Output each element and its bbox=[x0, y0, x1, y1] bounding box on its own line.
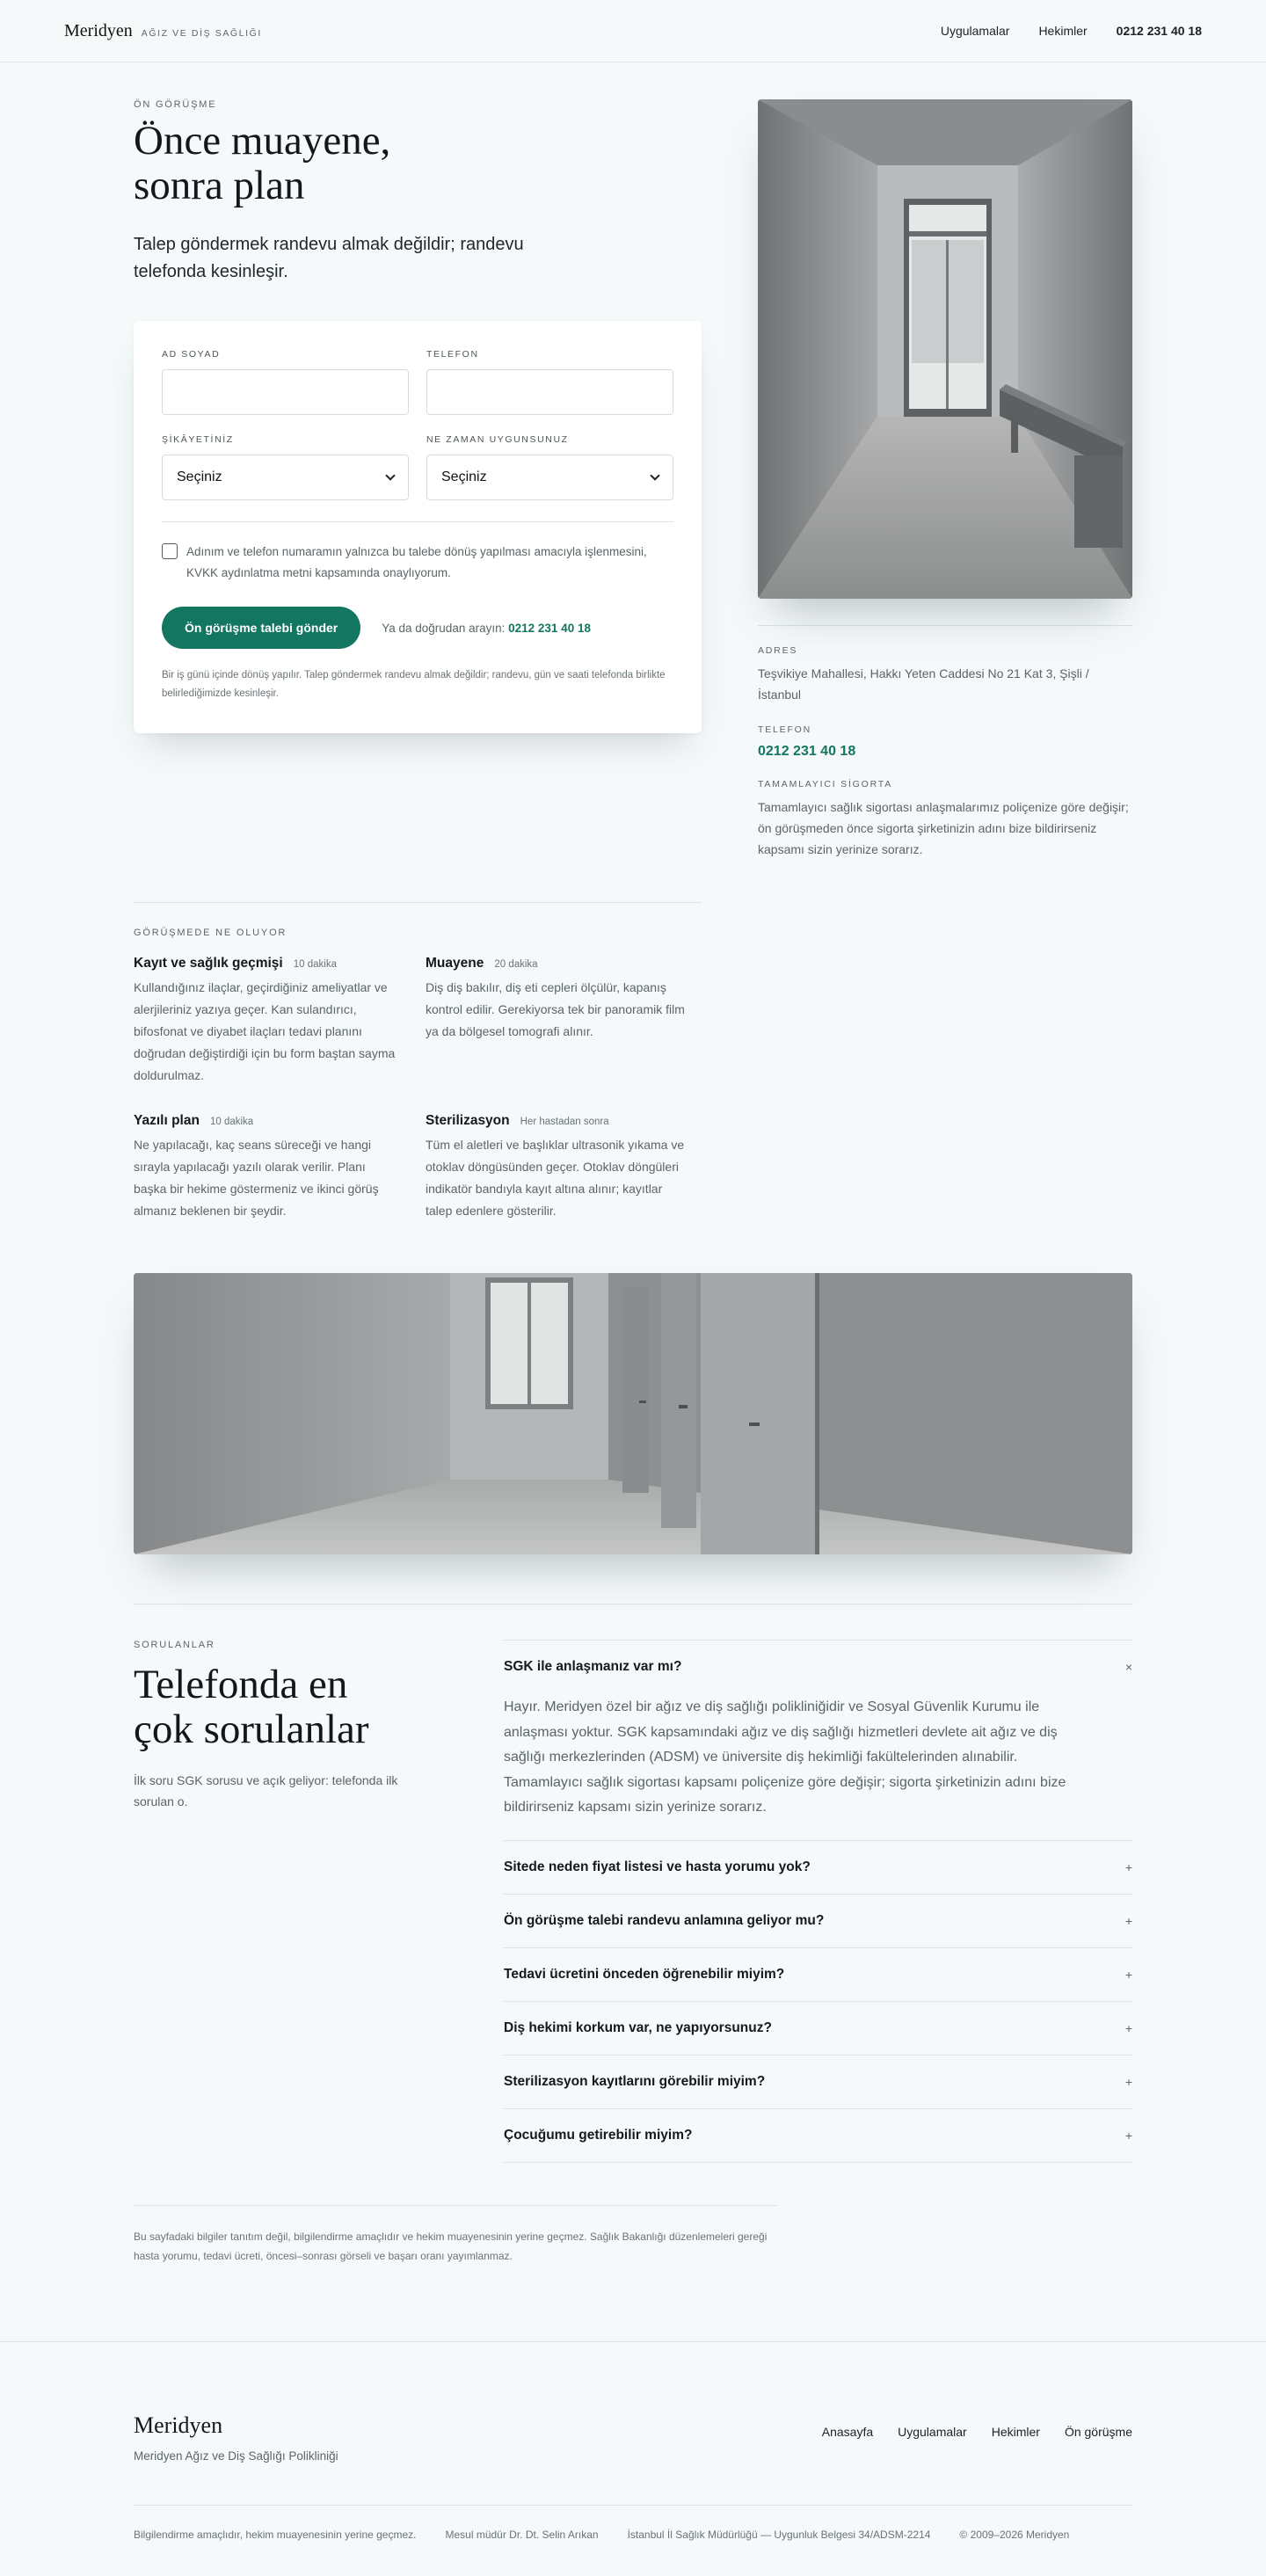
name-field-group bbox=[162, 349, 409, 415]
contact-phone-link[interactable]: 0212 231 40 18 bbox=[758, 744, 856, 759]
site-header bbox=[0, 0, 1266, 62]
call-alternative-text: Ya da doğrudan arayın: bbox=[382, 621, 506, 635]
faq-item bbox=[504, 2109, 1132, 2163]
step-text: Kullandığınız ilaçlar, geçirdiğiniz ameliyatlar ve alerjileriniz yazıya geçer. Kan sulandırıcı, bifosfonat ve diyabet ilaçları tedavi planını doğrudan değiştirdiği için bu form baştan sayma doldurulmaz. bbox=[134, 980, 396, 1082]
faq-question-toggle[interactable] bbox=[504, 2056, 1132, 2108]
address-block bbox=[758, 645, 1132, 705]
step-title: Sterilizasyon bbox=[426, 1113, 510, 1128]
form-divider bbox=[162, 521, 673, 522]
step-head bbox=[134, 956, 397, 971]
footer-brand[interactable]: Meridyen bbox=[134, 2412, 223, 2438]
contact-phone-label: TELEFON bbox=[758, 724, 812, 735]
steps-section bbox=[134, 902, 702, 1222]
step-duration: 10 dakika bbox=[209, 1117, 254, 1127]
consultation-form bbox=[134, 321, 702, 733]
plus-icon: + bbox=[1124, 2128, 1132, 2143]
kvkk-consent-checkbox[interactable] bbox=[162, 543, 178, 559]
phone-block bbox=[758, 724, 1132, 760]
faq-answer: Hayır. Meridyen özel bir ağız ve diş sağlığı polikliniğidir ve Sosyal Güvenlik Kurumu ile anlaşması yoktur. SGK kapsamındaki ağız ve diş sağlığı hizmetleri devlete ait ağız ve diş sağlığı merkezlerinden (ADSM) ve üniversite diş hekimliği fakültelerinden alınabilir. Tamamlayıcı sağlık sigortası kapsamı poliçenize göre değişir; sigorta şirketinizin adını bize bildirirseniz kapsamı sizin yerinize sorarız. bbox=[504, 1699, 1066, 1815]
steps-grid bbox=[134, 956, 702, 1222]
footer-inner bbox=[134, 2342, 1132, 2576]
corridor-photo bbox=[758, 99, 1132, 599]
hallway-illustration bbox=[134, 1273, 1132, 1554]
call-alternative bbox=[382, 622, 591, 635]
step-head bbox=[134, 1113, 397, 1129]
brand-tagline: AĞIZ VE DİŞ SAĞLIĞI bbox=[141, 27, 262, 39]
footer-link-on-gorusme[interactable]: Ön görüşme bbox=[1064, 2424, 1132, 2439]
step-duration: Her hastadan sonra bbox=[520, 1117, 609, 1127]
phone-label: TELEFON bbox=[426, 349, 479, 360]
steps-eyebrow: GÖRÜŞMEDE NE OLUYOR bbox=[134, 928, 287, 938]
name-input[interactable] bbox=[162, 369, 409, 415]
faq-title bbox=[134, 1663, 424, 1752]
step-head bbox=[426, 956, 689, 971]
name-label: AD SOYAD bbox=[162, 349, 221, 360]
legal-disclaimer: Bu sayfadaki bilgiler tanıtım değil, bilgilendirme amaçlıdır ve hekim muayenesinin yerine geçmez. Sağlık Bakanlığı düzenlemeleri gereği hasta yorumu, tedavi ücreti, öncesi–sonrası görseli ve başarı oranı yayımlanmaz. bbox=[134, 2205, 777, 2266]
time-field-group bbox=[426, 434, 673, 500]
faq-title-line-1: Telefonda en bbox=[134, 1662, 348, 1707]
close-icon: × bbox=[1124, 1660, 1132, 1674]
faq-question: Sterilizasyon kayıtlarını görebilir miyim? bbox=[504, 2073, 766, 2089]
form-note: Bir iş günü içinde dönüş yapılır. Talep göndermek randevu almak değildir; randevu, gün ve saati telefonda birlikte belirlediğimizde kesinleşir. bbox=[162, 670, 666, 699]
faq-question-toggle[interactable] bbox=[504, 1841, 1132, 1894]
footer-top bbox=[134, 2342, 1132, 2463]
faq-question-toggle[interactable] bbox=[504, 1895, 1132, 1947]
faq-item-open bbox=[504, 1641, 1132, 1841]
faq-question: SGK ile anlaşmanız var mı? bbox=[504, 1659, 682, 1674]
page-title bbox=[134, 119, 450, 208]
hero-subtitle: Talep göndermek randevu almak değildir; randevu telefonda kesinleşir. bbox=[134, 235, 524, 281]
hero-left bbox=[134, 99, 702, 860]
nav-link-uygulamalar[interactable]: Uygulamalar bbox=[940, 24, 1010, 38]
faq-item bbox=[504, 1841, 1132, 1895]
time-select[interactable] bbox=[426, 455, 673, 500]
step-item bbox=[134, 1113, 397, 1222]
kvkk-consent bbox=[162, 542, 673, 584]
faq-eyebrow: SORULANLAR bbox=[134, 1640, 215, 1650]
plus-icon: + bbox=[1124, 1967, 1132, 1982]
footer-copyright: © 2009–2026 Meridyen bbox=[959, 2528, 1070, 2541]
faq-item bbox=[504, 1895, 1132, 1948]
footer-brand-block bbox=[134, 2412, 338, 2463]
nav-link-hekimler[interactable]: Hekimler bbox=[1038, 24, 1088, 38]
footer-license: İstanbul İl Sağlık Müdürlüğü — Uygunluk Belgesi 34/ADSM-2214 bbox=[627, 2528, 931, 2541]
top-nav bbox=[941, 24, 1202, 38]
chevron-down-icon bbox=[650, 470, 659, 480]
complaint-field-group bbox=[162, 434, 409, 500]
faq-list bbox=[504, 1640, 1132, 2163]
complaint-select-value: Seçiniz bbox=[177, 469, 222, 484]
faq-subtitle: İlk soru SGK sorusu ve açık geliyor: telefonda ilk sorulan o. bbox=[134, 1773, 398, 1808]
form-grid bbox=[162, 349, 673, 500]
site-footer bbox=[0, 2341, 1266, 2576]
cta-row bbox=[162, 607, 673, 649]
faq-intro bbox=[134, 1640, 424, 2163]
page-title-line-2: sonra plan bbox=[134, 163, 305, 208]
plus-icon: + bbox=[1124, 1913, 1132, 1928]
address-label: ADRES bbox=[758, 645, 798, 656]
hallway-photo bbox=[134, 1273, 1132, 1554]
chevron-down-icon bbox=[385, 470, 395, 480]
faq-question-toggle[interactable] bbox=[504, 2002, 1132, 2055]
faq-question: Diş hekimi korkum var, ne yapıyorsunuz? bbox=[504, 2019, 772, 2035]
info-divider bbox=[758, 625, 1132, 626]
step-title: Yazılı plan bbox=[134, 1113, 200, 1128]
faq-question: Ön görüşme talebi randevu anlamına geliyor mu? bbox=[504, 1912, 825, 1928]
complaint-label: ŞİKÂYETİNİZ bbox=[162, 434, 234, 445]
footer-director: Mesul müdür Dr. Dt. Selin Arıkan bbox=[445, 2528, 599, 2541]
step-item bbox=[426, 1113, 689, 1222]
faq-question-toggle[interactable] bbox=[504, 1948, 1132, 2001]
step-text: Diş diş bakılır, diş eti cepleri ölçülür, kapanış kontrol edilir. Gerekiyorsa tek bir panoramik film ya da bölgesel tomografi alınır. bbox=[426, 980, 685, 1038]
kvkk-consent-text: Adınım ve telefon numaramın yalnızca bu talebe dönüş yapılması amacıyla işlenmesini, KVKK aydınlatma metni kapsamında onaylıyorum. bbox=[186, 545, 647, 579]
step-text: Tüm el aletleri ve başlıklar ultrasonik yıkama ve otoklav döngüsünden geçer. Otoklav döngüleri indikatör bandıyla kayıt altına alınır; kayıtlar talep edenlere gösterilir. bbox=[426, 1138, 685, 1218]
complaint-select[interactable] bbox=[162, 455, 409, 500]
phone-input[interactable] bbox=[426, 369, 673, 415]
page-title-line-1: Önce muayene, bbox=[134, 118, 391, 164]
step-item bbox=[134, 956, 397, 1087]
time-select-value: Seçiniz bbox=[441, 469, 487, 484]
step-text: Ne yapılacağı, kaç seans süreceği ve hangi sırayla yapılacağı yazılı olarak verilir. Planı başka bir hekime göstermeniz ve ikinci görüş almanız beklenen bir şeydir. bbox=[134, 1138, 379, 1218]
insurance-block bbox=[758, 779, 1132, 860]
faq-section bbox=[134, 1604, 1132, 2163]
faq-question-toggle[interactable] bbox=[504, 2109, 1132, 2162]
faq-question: Çocuğumu getirebilir miyim? bbox=[504, 2127, 693, 2143]
step-title: Muayene bbox=[426, 956, 484, 971]
submit-request-button[interactable]: Ön görüşme talebi gönder bbox=[162, 607, 360, 649]
faq-question-toggle[interactable] bbox=[504, 1641, 1132, 1693]
faq-question: Tedavi ücretini önceden öğrenebilir miyim? bbox=[504, 1966, 785, 1982]
step-duration: 10 dakika bbox=[293, 959, 337, 970]
address-text: Teşvikiye Mahallesi, Hakkı Yeten Caddesi No 21 Kat 3, Şişli / İstanbul bbox=[758, 666, 1089, 702]
faq-item bbox=[504, 1948, 1132, 2002]
faq-question: Sitede neden fiyat listesi ve hasta yorumu yok? bbox=[504, 1859, 811, 1874]
plus-icon: + bbox=[1124, 2074, 1132, 2089]
faq-item bbox=[504, 2056, 1132, 2109]
header-phone-link[interactable]: 0212 231 40 18 bbox=[1116, 24, 1202, 38]
main-content bbox=[134, 62, 1132, 2266]
footer-nav bbox=[822, 2425, 1132, 2439]
corridor-illustration bbox=[758, 99, 1132, 599]
brand-name: Meridyen bbox=[64, 20, 133, 40]
plus-icon: + bbox=[1124, 1859, 1132, 1874]
footer-link-hekimler[interactable]: Hekimler bbox=[991, 2424, 1040, 2439]
plus-icon: + bbox=[1124, 2020, 1132, 2035]
hero-right bbox=[758, 99, 1132, 860]
footer-link-anasayfa[interactable]: Anasayfa bbox=[821, 2424, 874, 2439]
phone-field-group bbox=[426, 349, 673, 415]
footer-link-uygulamalar[interactable]: Uygulamalar bbox=[898, 2424, 967, 2439]
footer-subtitle: Meridyen Ağız ve Diş Sağlığı Polikliniği bbox=[134, 2449, 338, 2463]
insurance-label: TAMAMLAYICI SİGORTA bbox=[758, 779, 893, 790]
step-title: Kayıt ve sağlık geçmişi bbox=[134, 956, 283, 971]
time-label: NE ZAMAN UYGUNSUNUZ bbox=[426, 434, 569, 445]
step-duration: 20 dakika bbox=[494, 959, 538, 970]
faq-item bbox=[504, 2002, 1132, 2056]
brand[interactable] bbox=[64, 21, 262, 41]
hero-section bbox=[134, 62, 1132, 860]
call-phone-link[interactable]: 0212 231 40 18 bbox=[508, 621, 591, 635]
footer-bottom bbox=[134, 2505, 1132, 2576]
hero-eyebrow: ÖN GÖRÜŞME bbox=[134, 99, 217, 110]
insurance-text: Tamamlayıcı sağlık sigortası anlaşmalarımız poliçenize göre değişir; ön görüşmeden önce sigorta şirketinizin adını bize bildirirseniz kapsamı sizin yerinize sorarız. bbox=[758, 800, 1129, 856]
faq-title-line-2: çok sorulanlar bbox=[134, 1706, 369, 1752]
footer-note: Bilgilendirme amaçlıdır, hekim muayenesinin yerine geçmez. bbox=[134, 2528, 417, 2541]
step-item bbox=[426, 956, 689, 1087]
step-head bbox=[426, 1113, 689, 1129]
